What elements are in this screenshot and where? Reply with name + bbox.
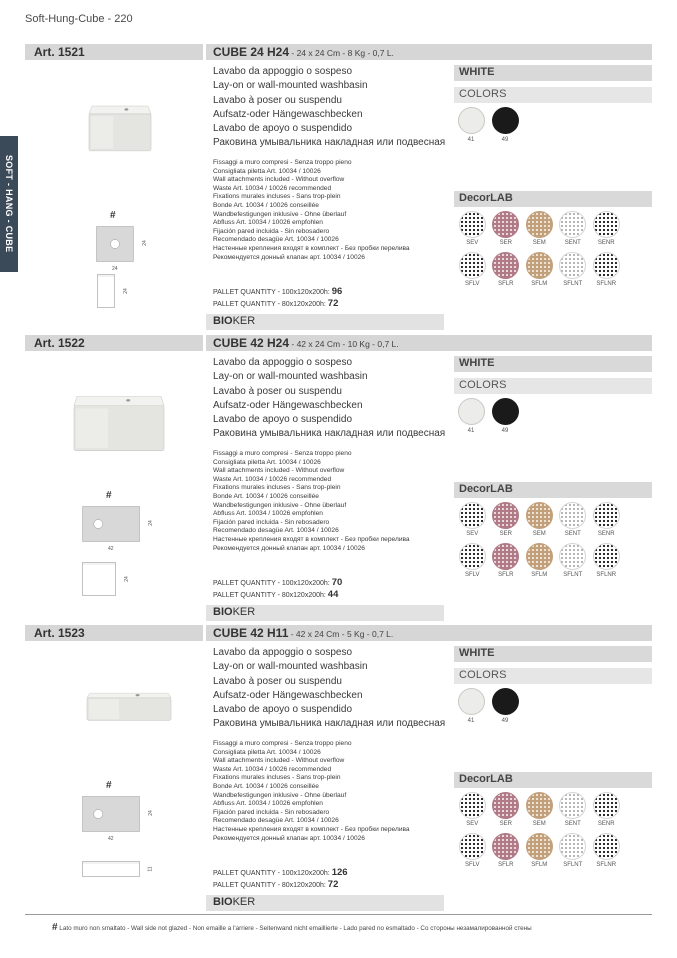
note-line: Abfluss Art. 10034 / 10026 empfohlen (213, 219, 323, 227)
pallet-label: PALLET QUANTITY - 100x120x200h: (213, 870, 330, 877)
decorlab-swatches (456, 792, 652, 868)
bioker-label (206, 895, 444, 911)
decor-dot (559, 792, 586, 819)
note-line: Recomendado desagüe Art. 10034 / 10026 (213, 527, 339, 535)
note-line: Fijación pared incluida - Sin rebosadero (213, 808, 330, 816)
decor-dot (492, 211, 519, 238)
decor-dot (459, 543, 486, 570)
white-label: WHITE (454, 646, 652, 662)
white-label: WHITE (454, 356, 652, 372)
decor-dot (559, 502, 586, 529)
hash-mark: # (106, 780, 112, 791)
note-line: Recomendado desagüe Art. 10034 / 10026 (213, 236, 339, 244)
note-line: Рекомендуется донный клапан арт. 10034 / 10026 (213, 253, 365, 261)
color-swatch (490, 107, 520, 143)
bioker-bold: BIO (213, 606, 233, 618)
footer-symbol: # (52, 922, 58, 933)
note-line: Fissaggi a muro compresi - Senza troppo pieno (213, 450, 352, 457)
decor-swatch (557, 252, 590, 287)
color-dot (492, 107, 519, 134)
decor-swatch (456, 792, 489, 827)
note-line: Wall attachments included - Without overflow (213, 176, 345, 184)
decor-code: SFLNT (563, 281, 583, 287)
plan-drawing (82, 506, 140, 542)
decor-code: SENT (564, 240, 581, 246)
decor-code: SFLV (464, 281, 480, 287)
model-name: CUBE 42 H24 (213, 336, 290, 350)
color-swatches (456, 398, 520, 434)
note-line: Wall attachments included - Without overflow (213, 757, 345, 765)
white-label: WHITE (454, 65, 652, 81)
description-line: Lavabo da appoggio o sospeso (213, 357, 353, 368)
dimension-width: 24 (112, 266, 118, 272)
decor-code: SFLNR (596, 862, 617, 868)
decor-dot (459, 792, 486, 819)
pallet-value: 70 (331, 577, 343, 588)
decor-code: SEM (532, 531, 546, 537)
note-line: Рекомендуется донный клапан арт. 10034 / 10026 (213, 834, 365, 842)
note-line: Fixations murales incluses - Sans trop-plein (213, 484, 341, 492)
decor-swatch (557, 833, 590, 868)
decor-dot (526, 833, 553, 860)
decor-code: SEV (466, 821, 479, 827)
decor-swatch (590, 252, 623, 287)
color-code: 41 (467, 428, 475, 434)
description-line: Lavabo da appoggio o sospeso (213, 66, 353, 77)
side-elevation (82, 861, 140, 877)
article-number: Art. 1523 (25, 625, 203, 641)
pallet-label: PALLET QUANTITY - 80x120x200h: (213, 882, 326, 889)
decorlab-swatches (456, 211, 652, 287)
description-line: Lavabo de apoyo o suspendido (213, 123, 353, 135)
model-specs: - 24 x 24 Cm - 8 Kg - 0,7 L. (289, 48, 394, 58)
model-title-bar (206, 44, 652, 60)
decor-swatch (557, 502, 590, 537)
decor-swatch (557, 543, 590, 578)
color-swatch (490, 688, 520, 724)
decor-dot (492, 833, 519, 860)
decor-code: SFLM (531, 572, 548, 578)
color-swatches (456, 688, 520, 724)
model-specs: - 42 x 24 Cm - 5 Kg - 0,7 L. (288, 629, 394, 639)
decor-code: SFLNR (596, 281, 617, 287)
decor-code: SENT (564, 531, 581, 537)
plan-drawing (82, 796, 140, 832)
decor-code: SFLR (498, 862, 514, 868)
decor-swatch (523, 792, 556, 827)
color-code: 49 (501, 428, 509, 434)
description-line: Раковина умывальника накладная или подвесная (213, 428, 446, 440)
decor-swatch (590, 211, 623, 246)
note-line: Recomendado desagüe Art. 10034 / 10026 (213, 817, 339, 825)
decor-code: SEV (466, 531, 479, 537)
color-dot (458, 688, 485, 715)
color-code: 49 (501, 718, 509, 724)
color-swatch (456, 107, 486, 143)
note-line: Wall attachments included - Without overflow (213, 467, 345, 475)
pallet-line (213, 879, 451, 891)
decor-code: SFLV (464, 572, 480, 578)
footer-note (52, 922, 532, 933)
pallet-value: 72 (327, 298, 339, 309)
decor-dot (559, 252, 586, 279)
pallet-line (213, 867, 451, 879)
model-title-bar (206, 625, 652, 641)
decor-dot (492, 502, 519, 529)
decor-code: SFLR (498, 572, 514, 578)
installation-notes (213, 159, 451, 262)
description-line: Раковина умывальника накладная или подвесная (213, 718, 446, 730)
description-line: Lavabo à poser ou suspendu (213, 675, 342, 687)
color-dot (492, 688, 519, 715)
note-line: Fijación pared incluida - Sin rebosadero (213, 227, 330, 235)
decor-code: SFLNT (563, 572, 583, 578)
color-dot (458, 107, 485, 134)
dimension-height: 24 (122, 288, 129, 294)
note-line: Настенные крепления входят в комплект - Без пробки перелива (213, 244, 410, 252)
note-line: Fixations murales incluses - Sans trop-plein (213, 193, 341, 201)
note-line: Bonde Art. 10034 / 10026 conseillée (213, 782, 319, 790)
note-line: Настенные крепления входят в комплект - Без пробки перелива (213, 535, 410, 543)
note-line: Consigliata piletta Art. 10034 / 10026 (213, 748, 321, 756)
description-list (213, 65, 451, 151)
note-line: Настенные крепления входят в комплект - Без пробки перелива (213, 825, 410, 833)
decor-swatch (456, 833, 489, 868)
product-photo (86, 687, 172, 721)
decor-swatch (456, 543, 489, 578)
side-tab-label: SOFT - HANG - CUBE (4, 155, 14, 253)
note-line: Bonde Art. 10034 / 10026 conseillée (213, 492, 319, 500)
decor-swatch (490, 502, 523, 537)
pallet-value: 96 (331, 286, 343, 297)
decor-dot (593, 543, 620, 570)
decor-dot (559, 211, 586, 238)
note-line: Wandbefestigungen inklusive - Ohne überlauf (213, 791, 347, 799)
colors-label: COLORS (454, 378, 652, 394)
decor-code: SFLM (531, 862, 548, 868)
product-photo (73, 384, 165, 452)
dimension-width: 42 (108, 546, 114, 552)
note-line: Fissaggi a muro compresi - Senza troppo pieno (213, 740, 352, 747)
color-swatch (456, 398, 486, 434)
bioker-bold: BIO (213, 896, 233, 908)
bioker-bold: BIO (213, 315, 233, 327)
decor-code: SEV (466, 240, 479, 246)
decorlab-label: DecorLAB (454, 191, 652, 207)
note-line: Fijación pared incluida - Sin rebosadero (213, 518, 330, 526)
side-tab (0, 136, 18, 272)
decor-dot (593, 252, 620, 279)
decor-swatch (590, 833, 623, 868)
dimension-depth: 24 (141, 240, 148, 246)
decor-code: SFLNT (563, 862, 583, 868)
note-line: Fixations murales incluses - Sans trop-plein (213, 774, 341, 782)
model-name: CUBE 42 H11 (213, 626, 289, 640)
article-number: Art. 1521 (25, 44, 203, 60)
pallet-line (213, 286, 451, 298)
side-elevation (97, 274, 115, 308)
pallet-label: PALLET QUANTITY - 80x120x200h: (213, 301, 326, 308)
description-list (213, 356, 451, 442)
decor-swatch (523, 543, 556, 578)
decor-code: SER (499, 531, 512, 537)
decor-swatch (523, 502, 556, 537)
decorlab-label: DecorLAB (454, 772, 652, 788)
installation-notes (213, 740, 451, 843)
hash-mark: # (106, 490, 112, 501)
footer-divider (25, 914, 652, 915)
decor-dot (459, 252, 486, 279)
decor-code: SFLM (531, 281, 548, 287)
model-specs: - 42 x 24 Cm - 10 Kg - 0,7 L. (289, 339, 399, 349)
decor-swatch (557, 792, 590, 827)
decor-swatch (456, 252, 489, 287)
pallet-quantities (213, 867, 451, 891)
pallet-label: PALLET QUANTITY - 80x120x200h: (213, 592, 326, 599)
bioker-rest: KER (232, 606, 256, 618)
decor-code: SER (499, 240, 512, 246)
note-line: Waste Art. 10034 / 10026 recommended (213, 765, 332, 773)
description-line: Lay-on or wall-mounted washbasin (213, 80, 368, 92)
decor-dot (559, 543, 586, 570)
decorlab-swatches (456, 502, 652, 578)
description-list (213, 646, 451, 732)
dimension-depth: 24 (147, 810, 154, 816)
product-photo (88, 96, 152, 152)
plan-drawing (96, 226, 134, 262)
decor-swatch (490, 543, 523, 578)
decor-dot (593, 792, 620, 819)
decor-swatch (523, 252, 556, 287)
decor-swatch (490, 833, 523, 868)
footer-text: Lato muro non smaltato - Wall side not glazed - Non emaille a l'arriere - Seitenwand nicht emaillierte - Lado pared no esmaltado - Со стороны незамалированной стены (57, 925, 532, 932)
color-code: 41 (467, 137, 475, 143)
description-line: Lay-on or wall-mounted washbasin (213, 661, 368, 673)
decor-code: SENR (597, 821, 615, 827)
dimension-height: 24 (123, 576, 130, 582)
color-code: 49 (501, 137, 509, 143)
page-title: Soft-Hung-Cube - 220 (25, 13, 133, 25)
decor-dot (526, 792, 553, 819)
decor-dot (526, 502, 553, 529)
decor-dot (526, 252, 553, 279)
dimension-width: 42 (108, 836, 114, 842)
decor-dot (459, 502, 486, 529)
pallet-line (213, 589, 451, 601)
description-line: Aufsatz-oder Hängewaschbecken (213, 399, 363, 411)
color-dot (458, 398, 485, 425)
note-line: Wandbefestigungen inklusive - Ohne überlauf (213, 210, 347, 218)
decor-swatch (456, 502, 489, 537)
color-swatch (456, 688, 486, 724)
description-line: Lay-on or wall-mounted washbasin (213, 371, 368, 383)
decor-dot (492, 252, 519, 279)
note-line: Waste Art. 10034 / 10026 recommended (213, 184, 332, 192)
color-swatch (490, 398, 520, 434)
description-line: Aufsatz-oder Hängewaschbecken (213, 689, 363, 701)
dimension-height: 11 (147, 866, 154, 872)
color-dot (492, 398, 519, 425)
article-number: Art. 1522 (25, 335, 203, 351)
decor-dot (559, 833, 586, 860)
decor-swatch (490, 211, 523, 246)
bioker-label (206, 605, 444, 621)
installation-notes (213, 450, 451, 553)
side-elevation (82, 562, 116, 596)
color-code: 41 (467, 718, 475, 724)
pallet-line (213, 298, 451, 310)
decor-swatch (590, 543, 623, 578)
description-line: Lavabo à poser ou suspendu (213, 385, 342, 397)
decor-code: SENR (597, 240, 615, 246)
decor-code: SER (499, 821, 512, 827)
model-name: CUBE 24 H24 (213, 45, 290, 59)
decor-swatch (523, 211, 556, 246)
pallet-line (213, 577, 451, 589)
decor-dot (459, 211, 486, 238)
decor-swatch (590, 502, 623, 537)
decor-dot (492, 543, 519, 570)
decor-swatch (490, 252, 523, 287)
description-line: Lavabo de apoyo o suspendido (213, 414, 353, 426)
pallet-value: 44 (327, 589, 339, 600)
pallet-label: PALLET QUANTITY - 100x120x200h: (213, 580, 330, 587)
pallet-value: 126 (331, 867, 348, 878)
decor-dot (526, 543, 553, 570)
decor-dot (593, 211, 620, 238)
decor-code: SEM (532, 821, 546, 827)
description-line: Aufsatz-oder Hängewaschbecken (213, 108, 363, 120)
note-line: Consigliata piletta Art. 10034 / 10026 (213, 167, 321, 175)
dimension-depth: 24 (147, 520, 154, 526)
note-line: Bonde Art. 10034 / 10026 conseillée (213, 201, 319, 209)
decor-code: SENR (597, 531, 615, 537)
description-line: Lavabo à poser ou suspendu (213, 94, 342, 106)
note-line: Wandbefestigungen inklusive - Ohne überlauf (213, 501, 347, 509)
pallet-quantities (213, 286, 451, 310)
bioker-label (206, 314, 444, 330)
note-line: Рекомендуется донный клапан арт. 10034 / 10026 (213, 544, 365, 552)
decor-swatch (490, 792, 523, 827)
hash-mark: # (110, 210, 116, 221)
decor-dot (526, 211, 553, 238)
decor-code: SFLR (498, 281, 514, 287)
note-line: Fissaggi a muro compresi - Senza troppo pieno (213, 159, 352, 166)
decor-dot (459, 833, 486, 860)
colors-label: COLORS (454, 668, 652, 684)
note-line: Abfluss Art. 10034 / 10026 empfohlen (213, 800, 323, 808)
pallet-value: 72 (327, 879, 339, 890)
decor-swatch (456, 211, 489, 246)
decor-code: SEM (532, 240, 546, 246)
colors-label: COLORS (454, 87, 652, 103)
decor-code: SENT (564, 821, 581, 827)
note-line: Abfluss Art. 10034 / 10026 empfohlen (213, 510, 323, 518)
bioker-rest: KER (232, 896, 256, 908)
decor-dot (593, 833, 620, 860)
description-line: Lavabo de apoyo o suspendido (213, 704, 353, 716)
model-title-bar (206, 335, 652, 351)
bioker-rest: KER (232, 315, 256, 327)
decor-swatch (590, 792, 623, 827)
decorlab-label: DecorLAB (454, 482, 652, 498)
color-swatches (456, 107, 520, 143)
note-line: Consigliata piletta Art. 10034 / 10026 (213, 458, 321, 466)
description-line: Раковина умывальника накладная или подвесная (213, 137, 446, 149)
decor-code: SFLV (464, 862, 480, 868)
note-line: Waste Art. 10034 / 10026 recommended (213, 475, 332, 483)
decor-dot (593, 502, 620, 529)
pallet-label: PALLET QUANTITY - 100x120x200h: (213, 289, 330, 296)
description-line: Lavabo da appoggio o sospeso (213, 647, 353, 658)
decor-code: SFLNR (596, 572, 617, 578)
pallet-quantities (213, 577, 451, 601)
decor-swatch (523, 833, 556, 868)
decor-dot (492, 792, 519, 819)
decor-swatch (557, 211, 590, 246)
